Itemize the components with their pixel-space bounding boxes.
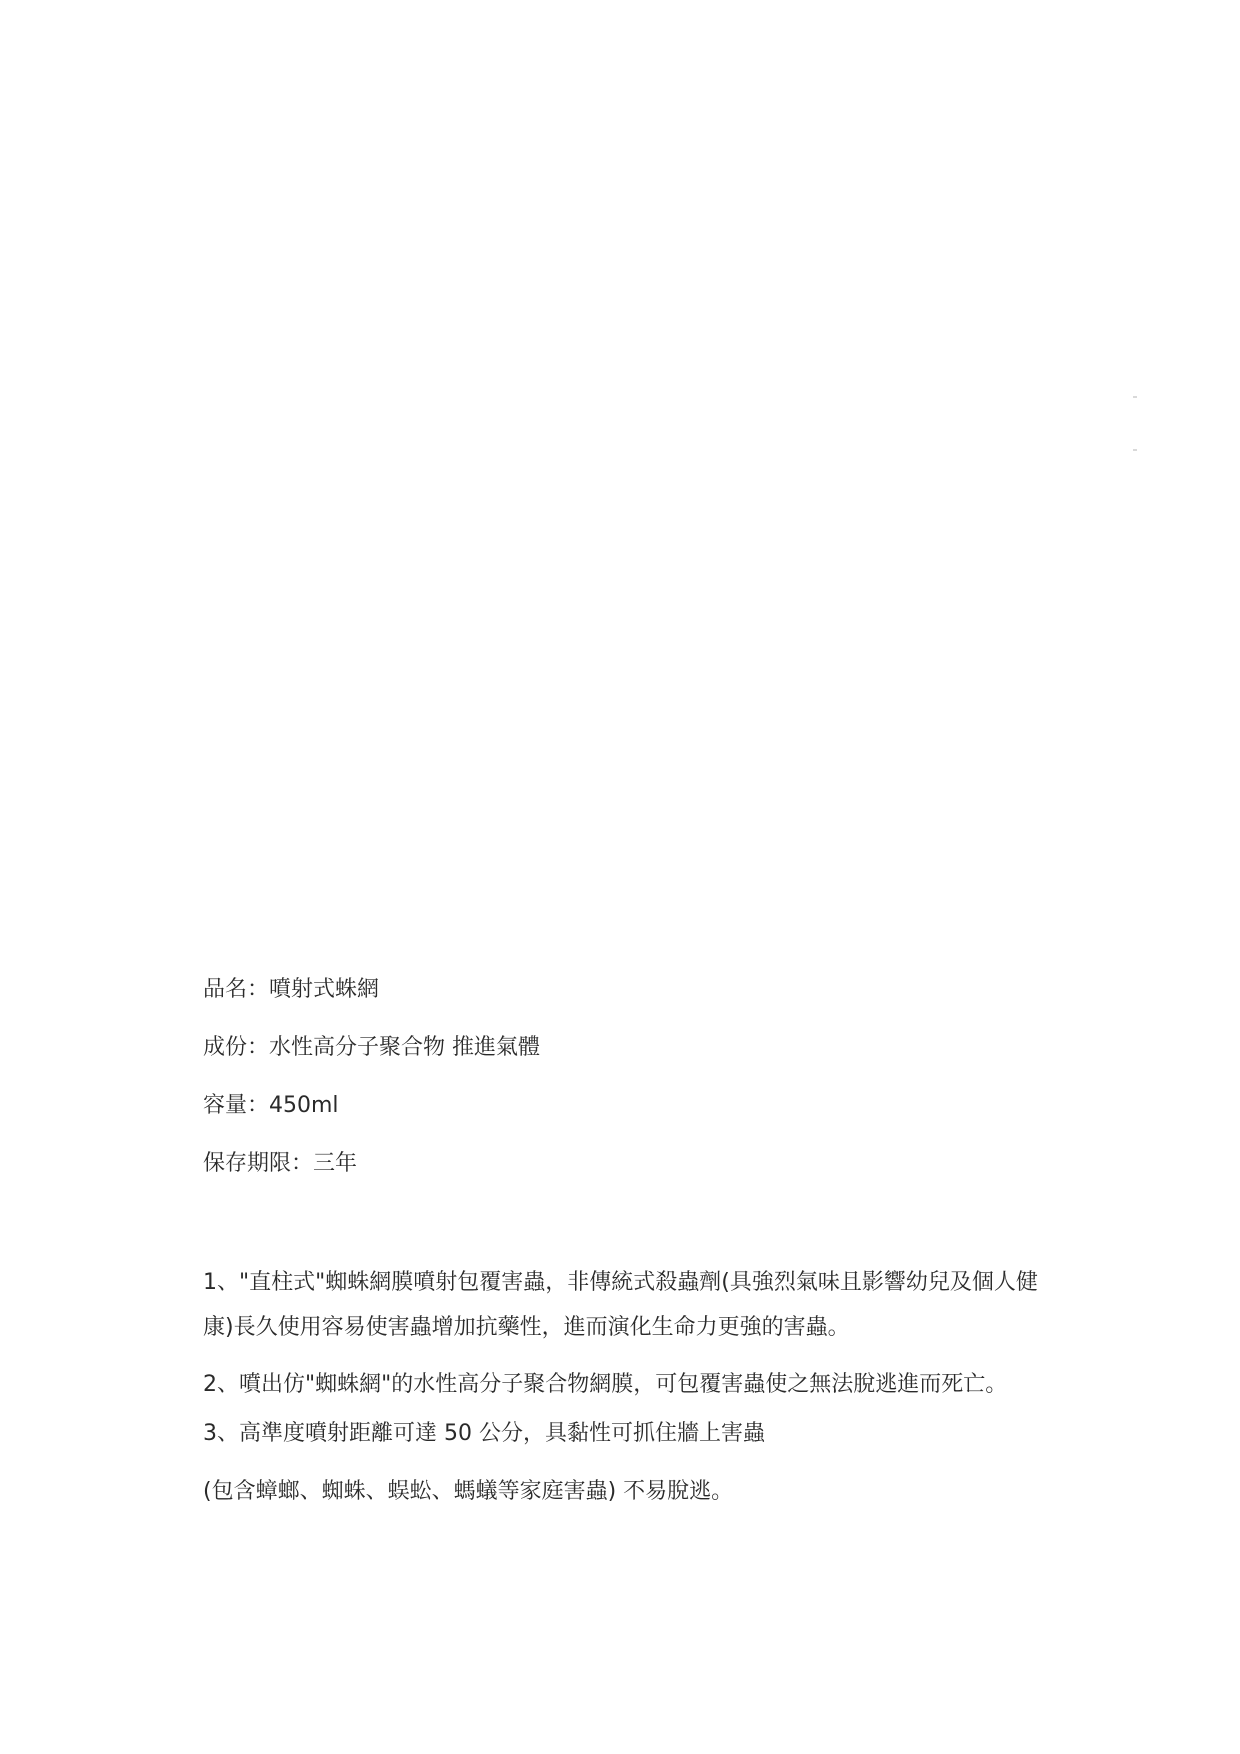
- product-features: [203, 1260, 1053, 1535]
- spec-product-name: 品名：噴射式蛛網: [203, 977, 380, 1002]
- spec-capacity: 容量：450ml: [203, 1093, 339, 1118]
- feature-1: 1、"直柱式"蜘蛛網膜噴射包覆害蟲，非傳統式殺蟲劑(具強烈氣味且影響幼兒及個人健康)長久使用容易使害蟲增加抗藥性，進而演化生命力更強的害蟲。: [203, 1270, 1038, 1340]
- scan-speck: [1133, 449, 1137, 451]
- spec-ingredients: 成份：水性高分子聚合物 推進氣體: [203, 1035, 540, 1060]
- feature-3: 3、高準度噴射距離可達 50 公分，具黏性可抓住牆上害蟲: [203, 1421, 765, 1446]
- scan-speck: [1133, 396, 1137, 398]
- spec-shelf-life: 保存期限：三年: [203, 1151, 358, 1176]
- feature-2: 2、噴出仿"蜘蛛網"的水性高分子聚合物網膜，可包覆害蟲使之無法脫逃進而死亡。: [203, 1372, 1008, 1397]
- product-specs: [203, 975, 1063, 1207]
- feature-3-detail: (包含蟑螂、蜘蛛、蜈蚣、螞蟻等家庭害蟲) 不易脫逃。: [203, 1479, 734, 1504]
